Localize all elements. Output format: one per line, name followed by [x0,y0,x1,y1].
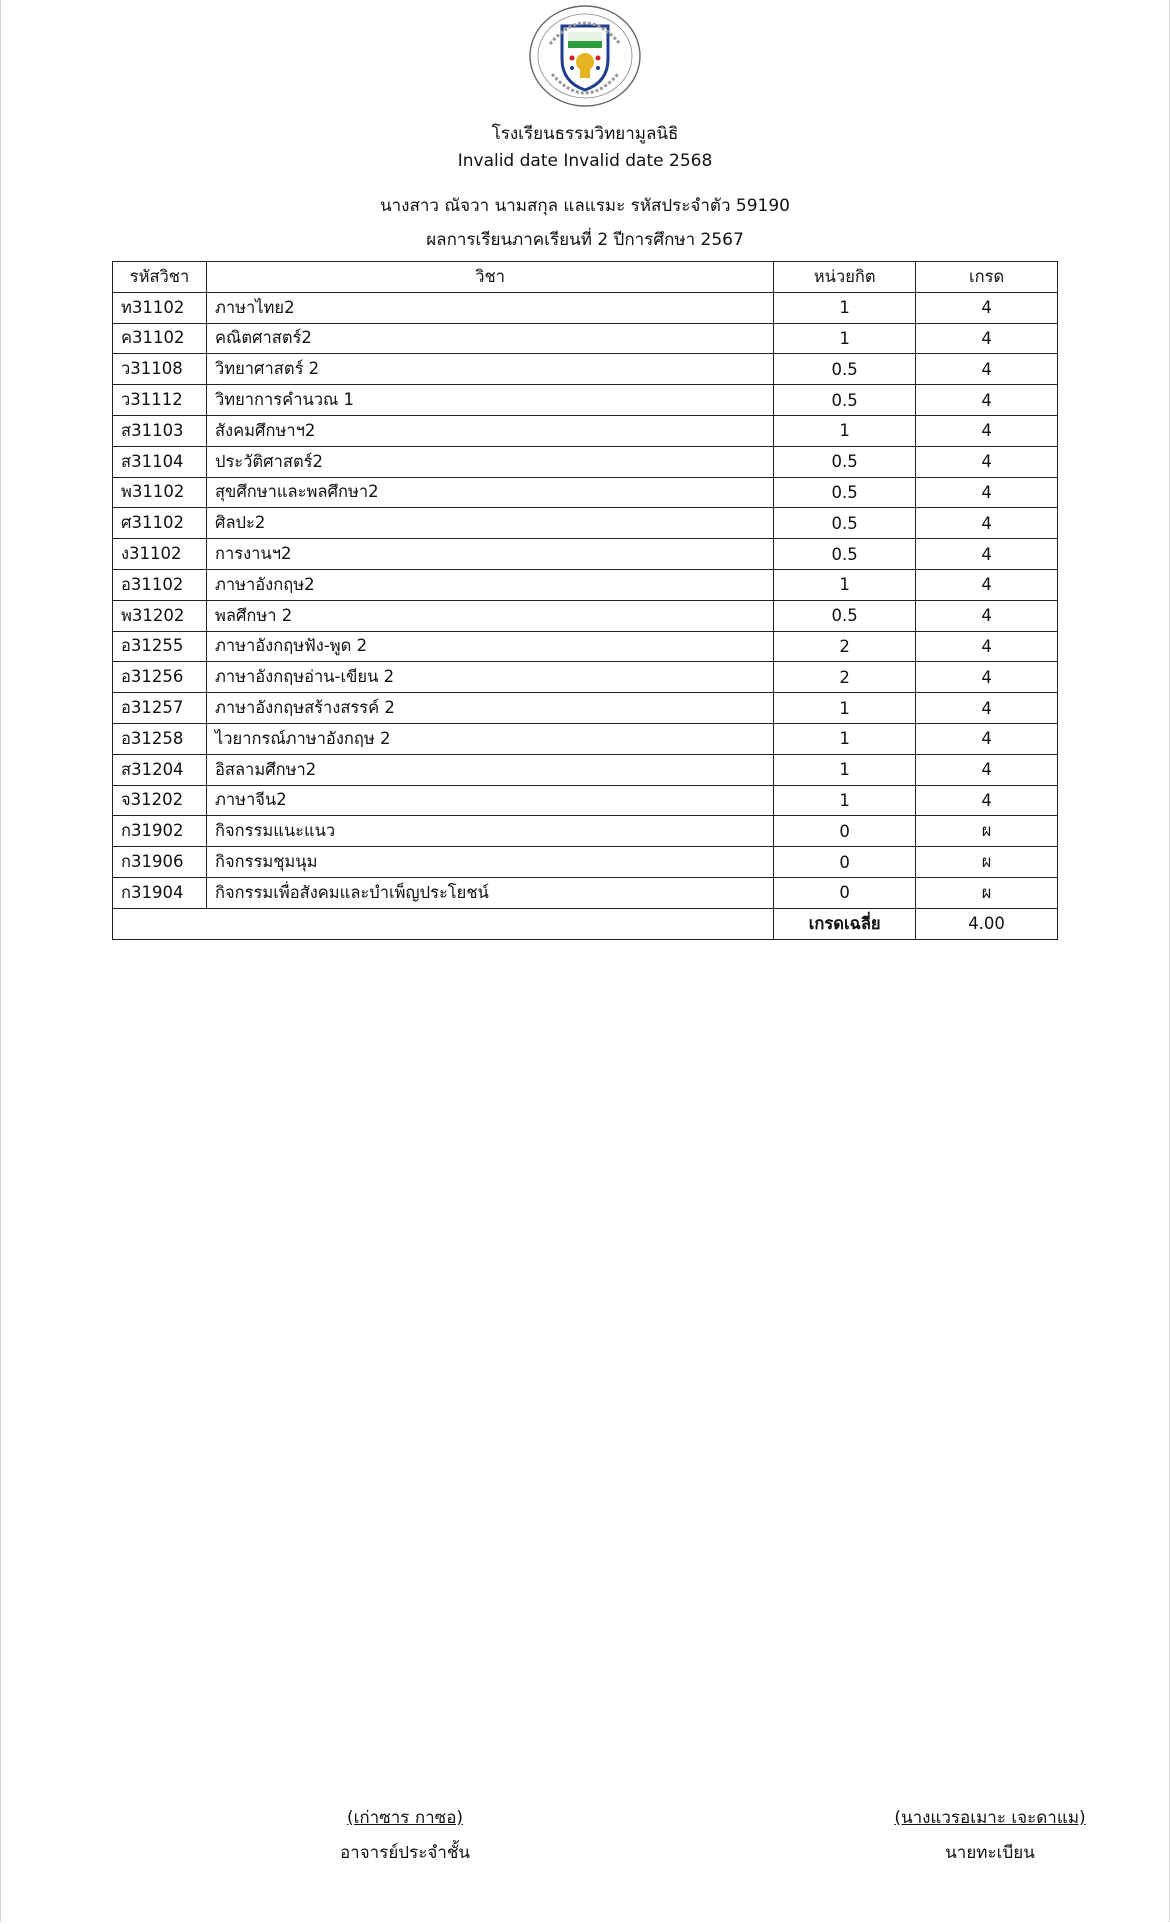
subject-credits: 0.5 [774,508,916,539]
table-row [113,785,1058,816]
table-row [113,877,1058,908]
school-emblem-logo [528,4,642,108]
header-credits: หน่วยกิต [774,262,916,293]
subject-grade: ผ [916,847,1058,878]
header-code: รหัสวิชา [113,262,207,293]
subject-name: ภาษาจีน2 [206,785,773,816]
subject-name: ประวัติศาสตร์2 [206,446,773,477]
subject-grade: 4 [916,539,1058,570]
table-row [113,723,1058,754]
subject-credits: 0.5 [774,385,916,416]
table-row [113,539,1058,570]
subject-credits: 0 [774,847,916,878]
subject-code: ส31104 [113,446,207,477]
subject-grade: 4 [916,662,1058,693]
subject-code: ก31902 [113,816,207,847]
table-row [113,847,1058,878]
subject-name: กิจกรรมเพื่อสังคมและบำเพ็ญประโยชน์ [206,877,773,908]
subject-credits: 0.5 [774,354,916,385]
subject-grade: 4 [916,723,1058,754]
subject-credits: 0 [774,877,916,908]
summary-row [113,908,1058,939]
homeroom-teacher-signature [300,1804,510,1866]
subject-credits: 0.5 [774,600,916,631]
subject-credits: 1 [774,754,916,785]
table-row [113,415,1058,446]
subject-code: ส31103 [113,415,207,446]
subject-credits: 1 [774,785,916,816]
subject-code: ค31102 [113,323,207,354]
table-row [113,569,1058,600]
subject-grade: 4 [916,693,1058,724]
registrar-signature [880,1804,1100,1866]
subject-code: ก31906 [113,847,207,878]
subject-code: ศ31102 [113,508,207,539]
subject-grade: 4 [916,415,1058,446]
header-grade: เกรด [916,262,1058,293]
subject-grade: ผ [916,877,1058,908]
subject-grade: ผ [916,816,1058,847]
subject-grade: 4 [916,754,1058,785]
homeroom-teacher-role: อาจารย์ประจำชั้น [339,1843,471,1863]
subject-credits: 1 [774,569,916,600]
subject-code: อ31102 [113,569,207,600]
subject-name: กิจกรรมชุมนุม [206,847,773,878]
subject-code: ว31112 [113,385,207,416]
subject-name: กิจกรรมแนะแนว [206,816,773,847]
subject-name: อิสลามศึกษา2 [206,754,773,785]
subject-code: อ31258 [113,723,207,754]
subject-name: ภาษาอังกฤษสร้างสรรค์ 2 [206,693,773,724]
subject-code: ง31102 [113,539,207,570]
school-name: โรงเรียนธรรมวิทยามูลนิธิ [491,124,679,144]
homeroom-teacher-name: (เก่าซาร กาซอ) [346,1808,464,1828]
subject-code: อ31256 [113,662,207,693]
subject-credits: 0.5 [774,477,916,508]
subject-name: คณิตศาสตร์2 [206,323,773,354]
subject-name: สุขศึกษาและพลศึกษา2 [206,477,773,508]
subject-credits: 0.5 [774,539,916,570]
subject-credits: 1 [774,292,916,323]
subject-code: ก31904 [113,877,207,908]
table-row [113,385,1058,416]
registrar-role: นายทะเบียน [945,1843,1035,1863]
subject-grade: 4 [916,323,1058,354]
table-row [113,816,1058,847]
table-row [113,631,1058,662]
subject-grade: 4 [916,477,1058,508]
subject-name: สังคมศึกษาฯ2 [206,415,773,446]
subject-name: การงานฯ2 [206,539,773,570]
subject-code: พ31202 [113,600,207,631]
summary-blank [113,908,774,939]
table-row [113,477,1058,508]
subject-grade: 4 [916,385,1058,416]
gpa-value: 4.00 [916,908,1058,939]
subject-code: พ31102 [113,477,207,508]
subject-credits: 1 [774,323,916,354]
subject-name: ภาษาอังกฤษ2 [206,569,773,600]
subject-code: จ31202 [113,785,207,816]
subject-grade: 4 [916,446,1058,477]
subject-grade: 4 [916,631,1058,662]
subject-name: วิทยาการคำนวณ 1 [206,385,773,416]
subject-grade: 4 [916,354,1058,385]
subject-grade: 4 [916,569,1058,600]
subject-name: ภาษาอังกฤษอ่าน-เขียน 2 [206,662,773,693]
header-subject: วิชา [206,262,773,293]
table-row [113,662,1058,693]
subject-code: ว31108 [113,354,207,385]
subject-name: พลศึกษา 2 [206,600,773,631]
subject-code: ท31102 [113,292,207,323]
term-title: ผลการเรียนภาคเรียนที่ 2 ปีการศึกษา 2567 [426,230,744,250]
subject-credits: 2 [774,631,916,662]
subject-credits: 1 [774,693,916,724]
subject-code: ส31204 [113,754,207,785]
subject-grade: 4 [916,508,1058,539]
subject-credits: 1 [774,723,916,754]
issue-date: Invalid date Invalid date 2568 [457,151,713,171]
table-header-row [113,262,1058,293]
subject-credits: 1 [774,415,916,446]
subject-name: ภาษาอังกฤษฟัง-พูด 2 [206,631,773,662]
table-row [113,292,1058,323]
gpa-label: เกรดเฉลี่ย [774,908,916,939]
subject-name: ภาษาไทย2 [206,292,773,323]
subject-grade: 4 [916,600,1058,631]
subject-grade: 4 [916,785,1058,816]
subject-credits: 2 [774,662,916,693]
subject-code: อ31257 [113,693,207,724]
registrar-name: (นางแวรอเมาะ เจะดาแม) [894,1808,1086,1828]
table-row [113,354,1058,385]
subject-name: ศิลปะ2 [206,508,773,539]
subject-name: วิทยาศาสตร์ 2 [206,354,773,385]
subject-grade: 4 [916,292,1058,323]
table-row [113,600,1058,631]
table-row [113,508,1058,539]
table-row [113,446,1058,477]
table-row [113,754,1058,785]
grades-table [112,261,1058,940]
student-info: นางสาว ณัจวา นามสกุล แลแรมะ รหัสประจำตัว 59190 [380,196,790,216]
subject-code: อ31255 [113,631,207,662]
table-row [113,693,1058,724]
table-row [113,323,1058,354]
subject-credits: 0 [774,816,916,847]
subject-credits: 0.5 [774,446,916,477]
subject-name: ไวยากรณ์ภาษาอังกฤษ 2 [206,723,773,754]
